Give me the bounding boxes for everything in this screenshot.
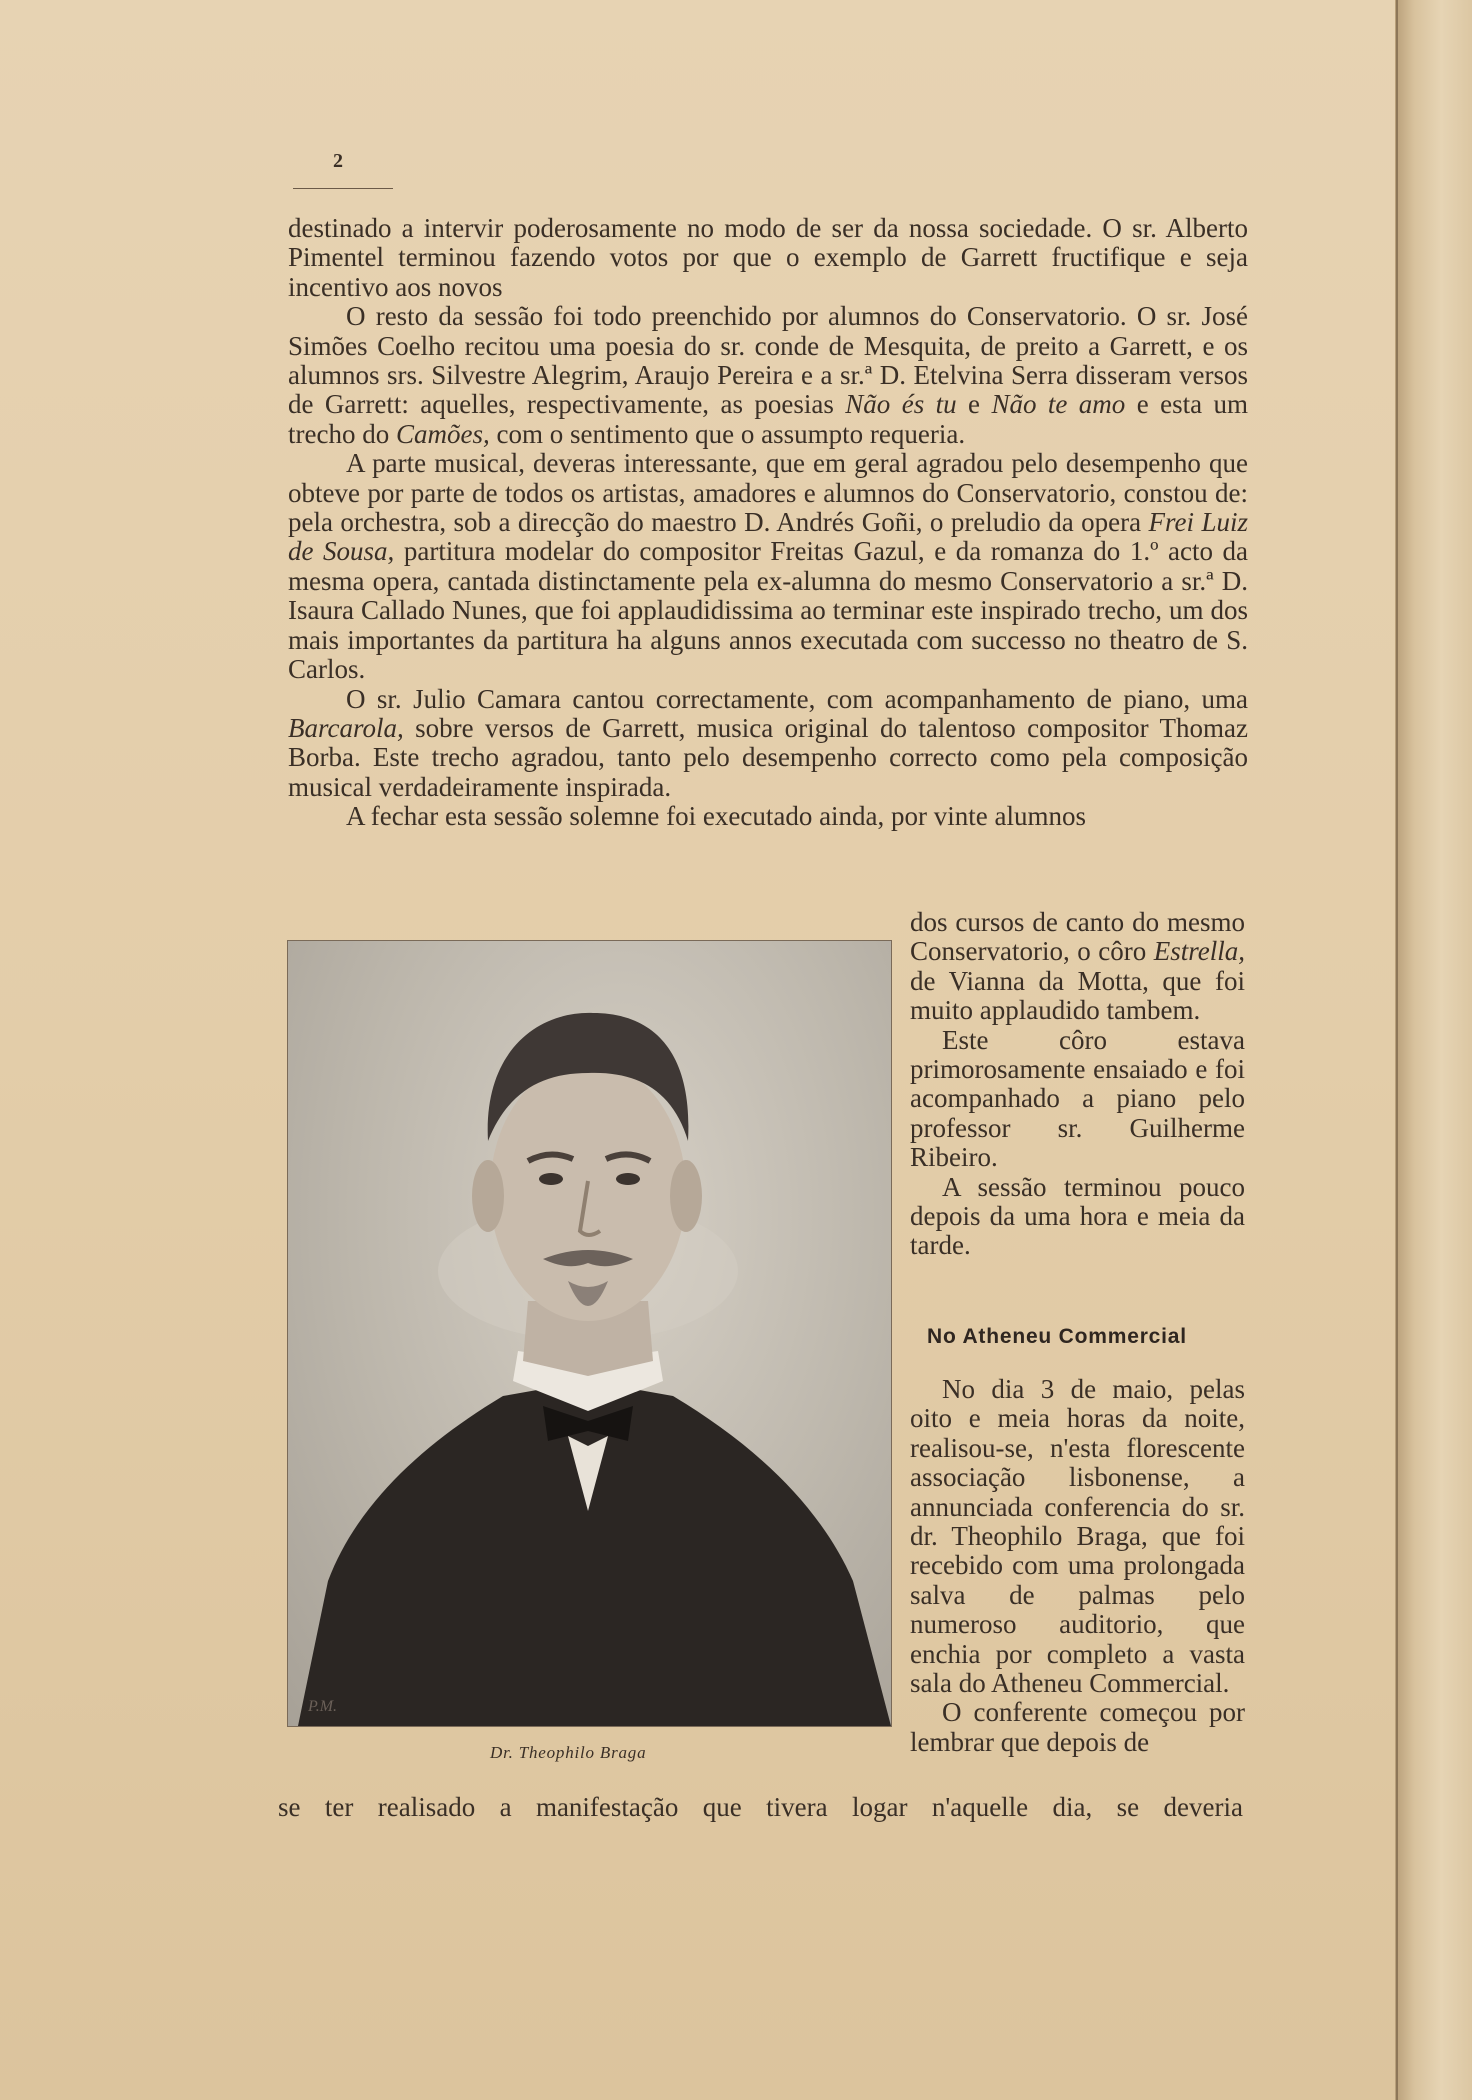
page-number-rule: [293, 188, 393, 189]
paragraph-1: destinado a intervir poderosamente no modo de ser da nossa sociedade. O sr. Alberto Pimentel terminou fazendo votos por que o exemplo de Garrett fructifique e seja incentivo aos novos: [288, 213, 1248, 302]
body-text-last-line: se ter realisado a manifestação que tivera logar n'aquelle dia, se deveria: [278, 1792, 1243, 1822]
paragraph-3: A parte musical, deveras interessante, que em geral agradou pelo desempenho que obteve por parte de todos os artistas, amadores e alumnos do Conservatorio, constou de: pela orchestra, sob a direcção do maestro D. Andrés Goñi, o preludio da opera Frei Luiz de Sousa, partitura modelar do compositor Freitas Gazul, e da romanza do 1.º acto da mesma opera, cantada distinctamente pela ex-alumna do mesmo Conservatorio a sr.ª D. Isaura Callado Nunes, que foi applaudidissima ao terminar este inspirado trecho, um dos mais importantes da partitura ha alguns annos executada com successo no theatro de S. Carlos.: [288, 448, 1248, 685]
column-paragraph-1: dos cursos de canto do mesmo Conservatorio, o côro Estrella, de Vianna da Motta, que foi muito applaudido tambem.: [910, 907, 1245, 1026]
column-paragraph-5: O conferente começou por lembrar que depois de: [910, 1697, 1245, 1757]
column-paragraph-3: A sessão terminou pouco depois da uma hora e meia da tarde.: [910, 1171, 1245, 1261]
paragraph-5: A fechar esta sessão solemne foi executado ainda, por vinte alumnos: [346, 801, 1087, 832]
portrait-photo: [287, 940, 892, 1727]
right-column-lower: [910, 1375, 1245, 1757]
page-number: 2: [333, 150, 343, 172]
photographer-mark: P.M.: [308, 1698, 338, 1715]
paragraph-4: O sr. Julio Camara cantou correctamente, com acompanhamento de piano, uma Barcarola, sobre versos de Garrett, musica original do talentoso compositor Thomaz Borba. Este trecho agradou, tanto pelo desempenho correcto como pela composição musical verdadeiramente inspirada.: [288, 683, 1248, 802]
body-text-top: [288, 214, 1248, 832]
column-paragraph-2: Este côro estava primorosamente ensaiado e foi acompanhado a piano pelo professor sr. Guilherme Ribeiro.: [910, 1024, 1245, 1173]
page-fold-line: [1396, 0, 1398, 2100]
photo-caption: Dr. Theophilo Braga: [490, 1743, 647, 1762]
section-heading: No Atheneu Commercial: [927, 1325, 1187, 1348]
paragraph-2: O resto da sessão foi todo preenchido por alumnos do Conservatorio. O sr. José Simões Coelho recitou uma poesia do sr. conde de Mesquita, de preito a Garrett, e os alumnos srs. Silvestre Alegrim, Araujo Pereira e a sr.ª D. Etelvina Serra disseram versos de Garrett: aquelles, respectivamente, as poesias Não és tu e Não te amo e esta um trecho do Camões, com o sentimento que o assumpto requeria.: [288, 301, 1249, 449]
right-column-upper: [910, 908, 1245, 1261]
column-paragraph-4: No dia 3 de maio, pelas oito e meia horas da noite, realisou-se, n'esta florescente associação lisbonense, a annunciada conferencia do sr. dr. Theophilo Braga, que foi recebido com uma prolongada salva de palmas pelo numeroso auditorio, que enchia por completo a vasta sala do Atheneu Commercial.: [910, 1374, 1245, 1699]
next-page-edge: [1395, 0, 1472, 2100]
portrait-illustration: [288, 941, 891, 1726]
